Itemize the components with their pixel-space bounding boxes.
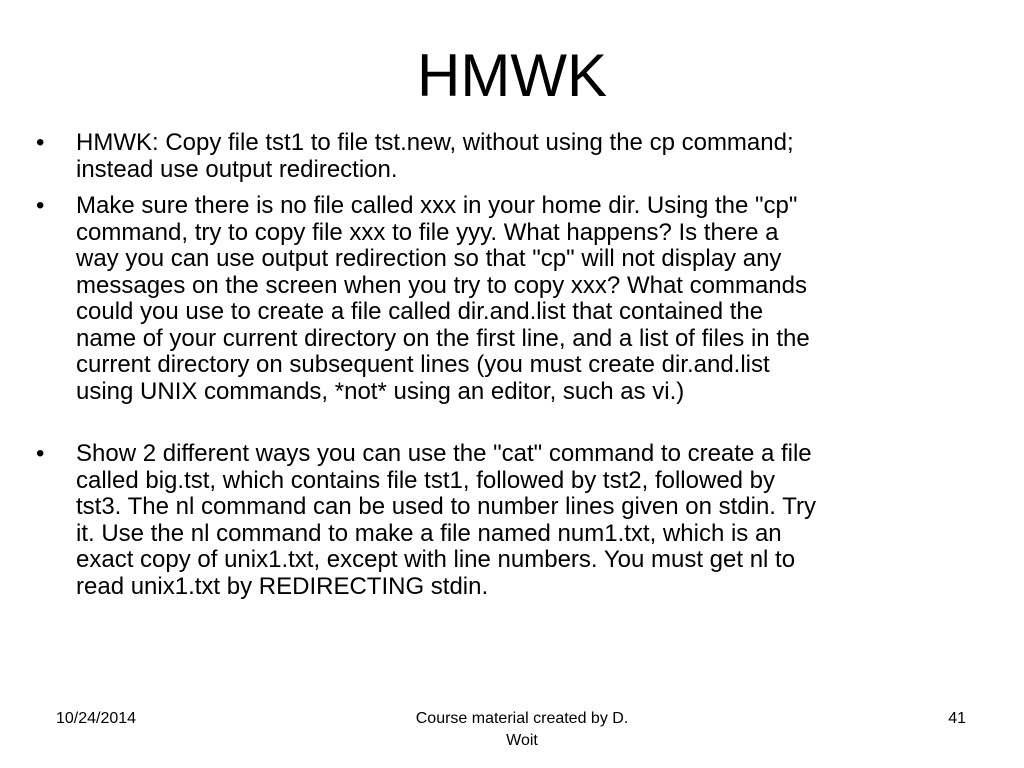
bullet-line: way you can use output redirection so that "cp" will not display any — [76, 245, 782, 272]
bullet-line: read unix1.txt by REDIRECTING stdin. — [76, 572, 489, 600]
bullet-line: Make sure there is no file called xxx in your home dir. Using the "cp" — [76, 192, 798, 219]
bullet-line: messages on the screen when you try to copy xxx? What commands — [76, 271, 808, 299]
footer-author-line: Course material created by D. — [415, 710, 629, 727]
bullet-marker: • — [36, 192, 45, 219]
bullet-item — [28, 441, 968, 600]
bullet-marker: • — [36, 440, 45, 467]
bullet-line: Show 2 different ways you can use the "cat" command to create a file — [76, 440, 812, 467]
page-number: 41 — [948, 710, 966, 727]
bullet-marker: • — [36, 129, 45, 156]
bullet-line: instead use output redirection. — [76, 155, 398, 183]
slide-title: HMWK — [417, 42, 607, 109]
bullet-line: command, try to copy file xxx to file yyy. What happens? Is there a — [76, 218, 779, 246]
footer-author-line: Woit — [506, 732, 538, 749]
footer-date: 10/24/2014 — [56, 710, 137, 727]
bullet-line: called big.tst, which contains file tst1, followed by tst2, followed by — [76, 466, 776, 494]
bullet-item — [28, 193, 968, 405]
bullet-text — [76, 441, 968, 600]
footer-author — [372, 708, 672, 752]
bullet-item — [28, 130, 968, 183]
bullet-line: name of your current directory on the first line, and a list of files in the — [76, 324, 810, 352]
bullet-line: could you use to create a file called dir.and.list that contained the — [76, 298, 764, 325]
bullet-line: current directory on subsequent lines (you must create dir.and.list — [76, 351, 770, 378]
bullet-line: exact copy of unix1.txt, except with line numbers. You must get nl to — [76, 546, 796, 573]
bullet-line: HMWK: Copy file tst1 to file tst.new, without using the cp command; — [76, 129, 794, 156]
bullet-line: using UNIX commands, *not* using an editor, such as vi.) — [76, 377, 685, 405]
bullet-line: it. Use the nl command to make a file named num1.txt, which is an — [76, 519, 782, 547]
bullet-text — [76, 130, 968, 183]
bullet-list — [28, 130, 968, 610]
bullet-text — [76, 193, 968, 405]
bullet-line: tst3. The nl command can be used to number lines given on stdin. Try — [76, 493, 816, 520]
